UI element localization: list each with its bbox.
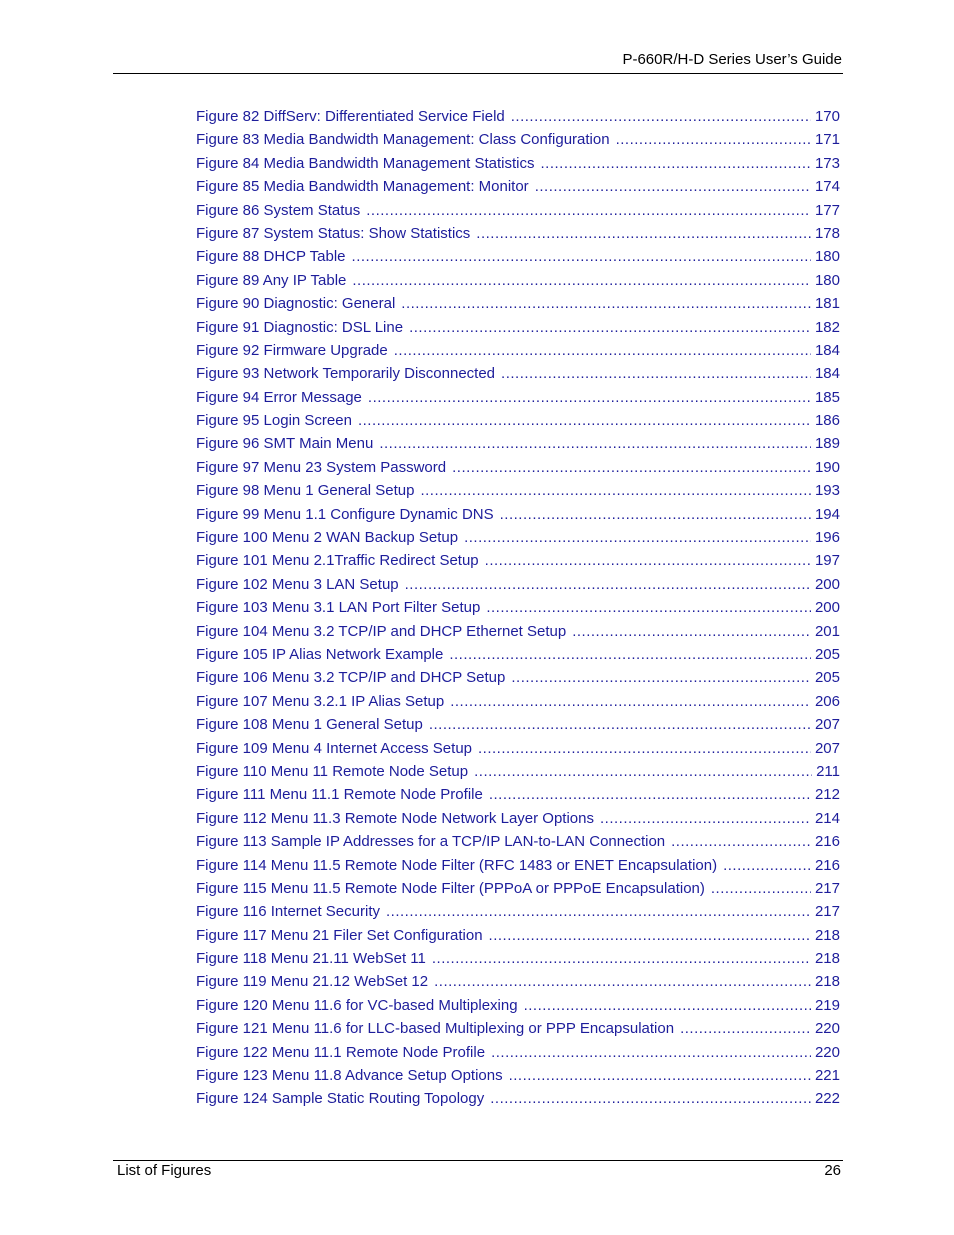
toc-dot-leader (368, 386, 811, 409)
toc-entry-page: 194 (814, 505, 840, 523)
toc-dot-leader (490, 1087, 811, 1110)
toc-entry-page: 214 (814, 809, 840, 827)
toc-dot-leader (489, 783, 811, 806)
toc-entry-title: Figure 124 Sample Static Routing Topology (196, 1090, 485, 1108)
toc-entry-title: Figure 115 Menu 11.5 Remote Node Filter (PPPoA or PPPoE Encapsulation) (196, 879, 705, 897)
toc-entry-title: Figure 116 Internet Security (196, 903, 380, 921)
toc-entry-page: 180 (814, 248, 840, 266)
toc-entry-title: Figure 102 Menu 3 LAN Setup (196, 575, 399, 593)
toc-entry-page: 180 (814, 271, 840, 289)
toc-entry-page: 206 (814, 692, 840, 710)
toc-entry-title: Figure 107 Menu 3.2.1 IP Alias Setup (196, 692, 445, 710)
toc-entry-page: 218 (814, 926, 840, 944)
toc-dot-leader (450, 690, 811, 713)
toc-dot-leader (485, 549, 811, 572)
toc-dot-leader (409, 316, 811, 339)
toc-entry-page: 212 (814, 786, 840, 804)
toc-entry-link[interactable] (196, 105, 840, 128)
toc-entry-title: Figure 84 Media Bandwidth Management Statistics (196, 154, 535, 172)
toc-dot-leader (489, 924, 811, 947)
toc-entry-title: Figure 96 SMT Main Menu (196, 435, 374, 453)
toc-dot-leader (474, 760, 812, 783)
toc-entry-title: Figure 123 Menu 11.8 Advance Setup Options (196, 1067, 503, 1085)
toc-entry-title: Figure 117 Menu 21 Filer Set Configuration (196, 926, 483, 944)
toc-entry-title: Figure 87 System Status: Show Statistics (196, 224, 471, 242)
toc-entry-title: Figure 105 IP Alias Network Example (196, 645, 444, 663)
toc-entry-page: 200 (814, 599, 840, 617)
toc-entry-link[interactable] (196, 152, 840, 175)
toc-entry-link[interactable] (196, 292, 840, 315)
toc-entry-title: Figure 88 DHCP Table (196, 248, 346, 266)
footer-divider (113, 1160, 843, 1161)
list-of-figures (196, 105, 840, 1111)
toc-entry-link[interactable] (196, 199, 840, 222)
toc-entry-title: Figure 103 Menu 3.1 LAN Port Filter Setup (196, 599, 481, 617)
toc-entry-page: 182 (814, 318, 840, 336)
toc-dot-leader (671, 830, 811, 853)
toc-entry-link[interactable] (196, 386, 840, 409)
toc-entry-page: 218 (814, 973, 840, 991)
toc-entry-page: 178 (814, 224, 840, 242)
toc-entry-link[interactable] (196, 503, 840, 526)
toc-dot-leader (680, 1017, 811, 1040)
toc-entry-title: Figure 112 Menu 11.3 Remote Node Network Layer Options (196, 809, 594, 827)
toc-entry-title: Figure 89 Any IP Table (196, 271, 347, 289)
toc-dot-leader (352, 269, 811, 292)
toc-dot-leader (524, 994, 811, 1017)
toc-dot-leader (476, 222, 811, 245)
toc-entry-page: 173 (814, 154, 840, 172)
toc-entry-title: Figure 119 Menu 21.12 WebSet 12 (196, 973, 429, 991)
toc-entry-page: 181 (814, 295, 840, 313)
toc-entry-page: 189 (814, 435, 840, 453)
toc-entry-link[interactable] (196, 316, 840, 339)
toc-entry-link[interactable] (196, 432, 840, 455)
toc-entry-link[interactable] (196, 479, 840, 502)
toc-entry-page: 219 (814, 996, 840, 1014)
toc-dot-leader (386, 900, 811, 923)
toc-entry-title: Figure 106 Menu 3.2 TCP/IP and DHCP Setup (196, 669, 506, 687)
toc-entry-link[interactable] (196, 970, 840, 993)
toc-entry-page: 220 (814, 1020, 840, 1038)
toc-dot-leader (511, 105, 811, 128)
toc-dot-leader (420, 479, 811, 502)
toc-entry-link[interactable] (196, 737, 840, 760)
toc-entry-title: Figure 99 Menu 1.1 Configure Dynamic DNS (196, 505, 494, 523)
toc-entry-title: Figure 118 Menu 21.11 WebSet 11 (196, 950, 426, 968)
toc-entry-title: Figure 108 Menu 1 General Setup (196, 716, 423, 734)
toc-entry-title: Figure 91 Diagnostic: DSL Line (196, 318, 404, 336)
toc-entry-link[interactable] (196, 573, 840, 596)
toc-entry-link[interactable] (196, 760, 840, 783)
toc-dot-leader (449, 643, 811, 666)
toc-entry-title: Figure 104 Menu 3.2 TCP/IP and DHCP Ethernet Setup (196, 622, 567, 640)
toc-entry-link[interactable] (196, 830, 840, 853)
toc-entry-link[interactable] (196, 1017, 840, 1040)
toc-dot-leader (394, 339, 811, 362)
toc-entry-link[interactable] (196, 339, 840, 362)
toc-entry-page: 217 (814, 903, 840, 921)
header-title: P-660R/H-D Series User’s Guide (622, 51, 842, 68)
toc-entry-page: 217 (814, 879, 840, 897)
toc-dot-leader (572, 620, 811, 643)
toc-entry-page: 216 (814, 856, 840, 874)
toc-entry-title: Figure 90 Diagnostic: General (196, 295, 396, 313)
toc-entry-page: 220 (814, 1043, 840, 1061)
toc-entry-page: 205 (814, 669, 840, 687)
toc-entry-title: Figure 121 Menu 11.6 for LLC-based Multiplexing or PPP Encapsulation (196, 1020, 675, 1038)
toc-dot-leader (452, 456, 811, 479)
toc-entry-title: Figure 93 Network Temporarily Disconnected (196, 365, 496, 383)
toc-entry-title: Figure 120 Menu 11.6 for VC-based Multiplexing (196, 996, 518, 1014)
toc-dot-leader (379, 432, 811, 455)
toc-entry-link[interactable] (196, 666, 840, 689)
toc-dot-leader (486, 596, 811, 619)
toc-entry-title: Figure 122 Menu 11.1 Remote Node Profile (196, 1043, 486, 1061)
toc-dot-leader (464, 526, 811, 549)
toc-dot-leader (434, 970, 811, 993)
toc-entry-link[interactable] (196, 1087, 840, 1110)
toc-entry-link[interactable] (196, 549, 840, 572)
toc-entry-link[interactable] (196, 877, 840, 900)
toc-dot-leader (432, 947, 811, 970)
toc-entry-link[interactable] (196, 690, 840, 713)
toc-entry-link[interactable] (196, 713, 840, 736)
toc-dot-leader (429, 713, 811, 736)
toc-dot-leader (616, 128, 811, 151)
toc-entry-page: 221 (814, 1067, 840, 1085)
toc-entry-link[interactable] (196, 620, 840, 643)
toc-dot-leader (401, 292, 811, 315)
toc-entry-title: Figure 114 Menu 11.5 Remote Node Filter (RFC 1483 or ENET Encapsulation) (196, 856, 718, 874)
toc-entry-link[interactable] (196, 362, 840, 385)
toc-entry-page: 216 (814, 833, 840, 851)
toc-dot-leader (711, 877, 811, 900)
toc-dot-leader (600, 807, 811, 830)
toc-entry-link[interactable] (196, 643, 840, 666)
toc-entry-link[interactable] (196, 947, 840, 970)
toc-entry-title: Figure 113 Sample IP Addresses for a TCP/IP LAN-to-LAN Connection (196, 833, 666, 851)
toc-entry-page: 222 (814, 1090, 840, 1108)
toc-entry-title: Figure 86 System Status (196, 201, 361, 219)
toc-entry-link[interactable] (196, 175, 840, 198)
toc-entry-page: 193 (814, 482, 840, 500)
toc-entry-page: 184 (814, 365, 840, 383)
toc-entry-title: Figure 101 Menu 2.1Traffic Redirect Setup (196, 552, 479, 570)
toc-entry-page: 185 (814, 388, 840, 406)
toc-dot-leader (500, 503, 811, 526)
toc-entry-page: 170 (814, 108, 840, 125)
toc-entry-link[interactable] (196, 245, 840, 268)
toc-entry-title: Figure 94 Error Message (196, 388, 362, 406)
toc-entry-link[interactable] (196, 994, 840, 1017)
toc-entry-page: 211 (816, 762, 840, 780)
toc-dot-leader (358, 409, 811, 432)
toc-entry-page: 196 (814, 529, 840, 547)
toc-dot-leader (491, 1041, 811, 1064)
toc-entry-title: Figure 95 Login Screen (196, 412, 352, 430)
toc-entry-page: 200 (814, 575, 840, 593)
toc-dot-leader (478, 737, 811, 760)
toc-dot-leader (511, 666, 811, 689)
toc-entry-page: 205 (814, 645, 840, 663)
toc-entry-page: 218 (814, 950, 840, 968)
footer-section-title: List of Figures (117, 1162, 212, 1179)
header-divider (113, 73, 843, 74)
toc-entry-page: 174 (814, 178, 840, 196)
toc-entry-title: Figure 109 Menu 4 Internet Access Setup (196, 739, 472, 757)
toc-entry-link[interactable] (196, 783, 840, 806)
toc-entry-link[interactable] (196, 269, 840, 292)
toc-entry-link[interactable] (196, 596, 840, 619)
toc-entry-link[interactable] (196, 222, 840, 245)
toc-entry-link[interactable] (196, 409, 840, 432)
toc-entry-page: 207 (814, 739, 840, 757)
toc-entry-title: Figure 110 Menu 11 Remote Node Setup (196, 762, 469, 780)
toc-entry-link[interactable] (196, 807, 840, 830)
toc-entry-title: Figure 85 Media Bandwidth Management: Monitor (196, 178, 529, 196)
toc-entry-title: Figure 92 Firmware Upgrade (196, 341, 388, 359)
toc-dot-leader (501, 362, 811, 385)
toc-entry-title: Figure 98 Menu 1 General Setup (196, 482, 415, 500)
toc-dot-leader (405, 573, 811, 596)
toc-dot-leader (366, 199, 811, 222)
toc-entry-link[interactable] (196, 900, 840, 923)
toc-entry-page: 184 (814, 341, 840, 359)
toc-entry-page: 190 (814, 458, 840, 476)
toc-entry-link[interactable] (196, 526, 840, 549)
toc-entry-link[interactable] (196, 1064, 840, 1087)
toc-entry-link[interactable] (196, 854, 840, 877)
toc-entry-link[interactable] (196, 456, 840, 479)
toc-entry-link[interactable] (196, 128, 840, 151)
toc-entry-title: Figure 97 Menu 23 System Password (196, 458, 447, 476)
toc-entry-title: Figure 83 Media Bandwidth Management: Class Configuration (196, 131, 610, 149)
toc-entry-page: 171 (814, 131, 840, 149)
toc-entry-page: 197 (814, 552, 840, 570)
toc-dot-leader (352, 245, 811, 268)
toc-entry-link[interactable] (196, 1041, 840, 1064)
toc-entry-page: 186 (814, 412, 840, 430)
toc-dot-leader (541, 152, 811, 175)
toc-entry-title: Figure 82 DiffServ: Differentiated Service Field (196, 108, 505, 125)
toc-dot-leader (509, 1064, 811, 1087)
toc-entry-page: 207 (814, 716, 840, 734)
footer-page-number: 26 (824, 1162, 841, 1179)
toc-entry-link[interactable] (196, 924, 840, 947)
toc-entry-page: 177 (814, 201, 840, 219)
toc-dot-leader (723, 854, 811, 877)
toc-entry-title: Figure 111 Menu 11.1 Remote Node Profile (196, 786, 483, 804)
toc-entry-page: 201 (814, 622, 840, 640)
toc-entry-title: Figure 100 Menu 2 WAN Backup Setup (196, 529, 459, 547)
toc-dot-leader (535, 175, 811, 198)
